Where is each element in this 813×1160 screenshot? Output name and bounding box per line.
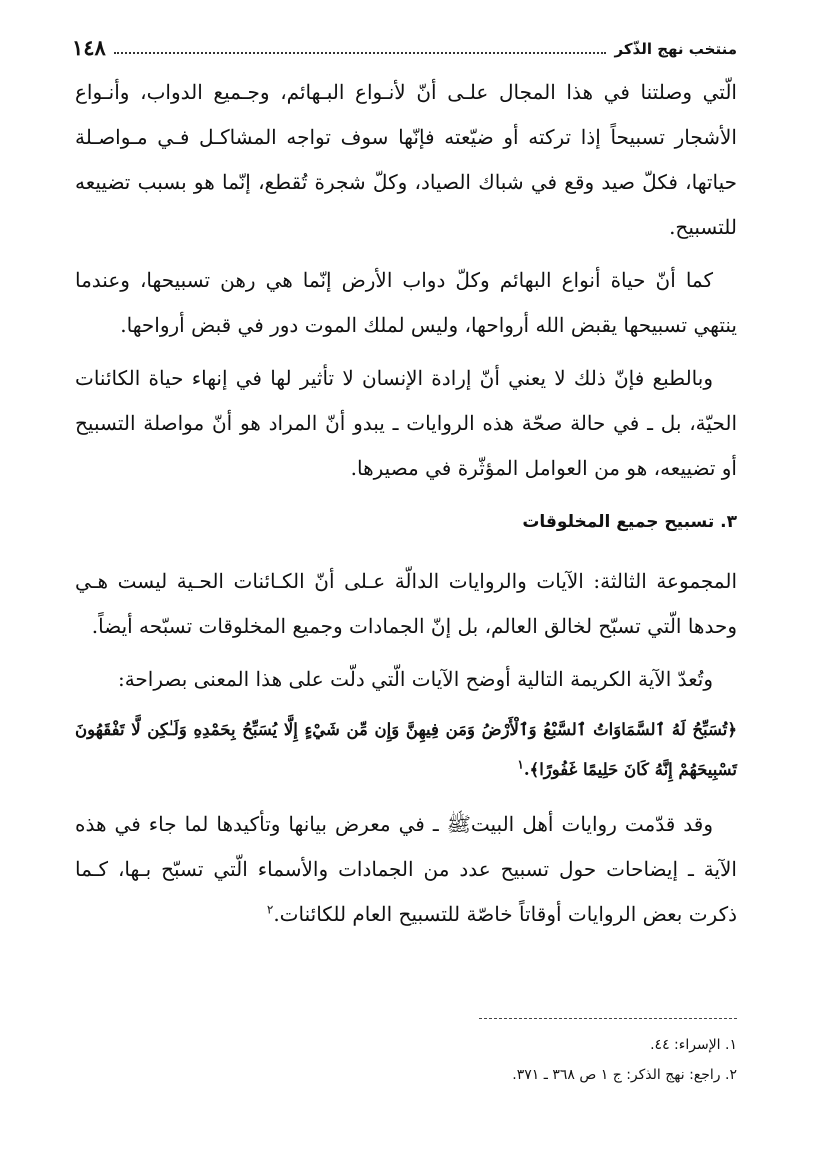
paragraph-6 [75, 802, 737, 937]
verse-text: ﴿تُسَبِّحُ لَهُ ٱلسَّمَاوَاتُ ٱلسَّبْعُ وَٱلْأَرْضُ وَمَن فِيهِنَّ وَإِن مِّن شَيْءٍ إِلَّا يُسَبِّحُ بِحَمْدِهِ وَلَـٰكِن لَّا تَفْقَهُونَ تَسْبِيحَهُمْ إِنَّهُ كَانَ حَلِيمًا غَفُورًا﴾. [75, 720, 737, 779]
footnote-divider [479, 1018, 737, 1019]
page-number: ١٤٨ [72, 35, 106, 60]
section-heading: ٣. تسبيح جميع المخلوقات [522, 512, 737, 532]
header-dotted-leader [114, 52, 607, 54]
paragraph-6-text: وقد قدّمت روايات أهل البيتﷺ ـ في معرض بيانها وتأكيدها لما جاء في هذه الآية ـ إيضاحات حول تسبيح عدد من الجمادات والأسماء الّتي تسبّح بـها، كـما ذكرت بعض الروايات أوقاتاً خاصّة للتسبيح العام للكائنات. [75, 812, 737, 926]
paragraph-3: وبالطبع فإنّ ذلك لا يعني أنّ إرادة الإنسان لا تأثير لها في إنهاء حياة الكائنات الحيّة، بل ـ في حالة صحّة هذه الروايات ـ يبدو أنّ المراد هو أنّ مواصلة التسبيح أو تضييعه، هو من العوامل المؤثّرة في مصيرها. [75, 366, 737, 480]
paragraph-2: كما أنّ حياة أنواع البهائم وكلّ دواب الأرض إنّما هي رهن تسبيحها، وعندما ينتهي تسبيحها يقبض الله أرواحها، وليس لملك الموت دور في قبض أرواحها. [75, 268, 737, 337]
running-title: منتخب نهج الذّكر [614, 40, 737, 58]
footnote-ref-1: ١ [517, 757, 524, 772]
paragraph-5: وتُعدّ الآية الكريمة التالية أوضح الآيات الّتي دلّت على هذا المعنى بصراحة: [117, 667, 713, 691]
body-text [75, 70, 737, 945]
footnote-1: ١. الإسراء: ٤٤. [650, 1037, 737, 1053]
footnote-2: ٢. راجع: نهج الذكر: ج ١ ص ٣٦٨ ـ ٣٧١. [512, 1067, 737, 1083]
paragraph-4: المجموعة الثالثة: الآيات والروايات الدالّة عـلى أنّ الكـائنات الحـية ليست هـي وحدها الّتي تسبّح لخالق العالم، بل إنّ الجمادات وجميع المخلوقات تسبّحه أيضاً. [75, 569, 738, 638]
page-header [72, 34, 737, 60]
footnotes [75, 1030, 737, 1090]
paragraph-1: الّتي وصلتنا في هذا المجال علـى أنّ لأنـواع البـهائم، وجـميع الدواب، وأنـواع الأشجار تسبيحاً إذا تركته أو ضيّعته فإنّها سوف تواجه المشاكـل فـي مـواصـلة حياتها، فكلّ صيد وقع في شباك الصياد، وكلّ شجرة تُقطع، إنّما هو بسبب تضييعه للتسبيح. [75, 80, 737, 239]
footnote-ref-2: ٢ [266, 902, 274, 917]
quran-verse [75, 710, 737, 790]
